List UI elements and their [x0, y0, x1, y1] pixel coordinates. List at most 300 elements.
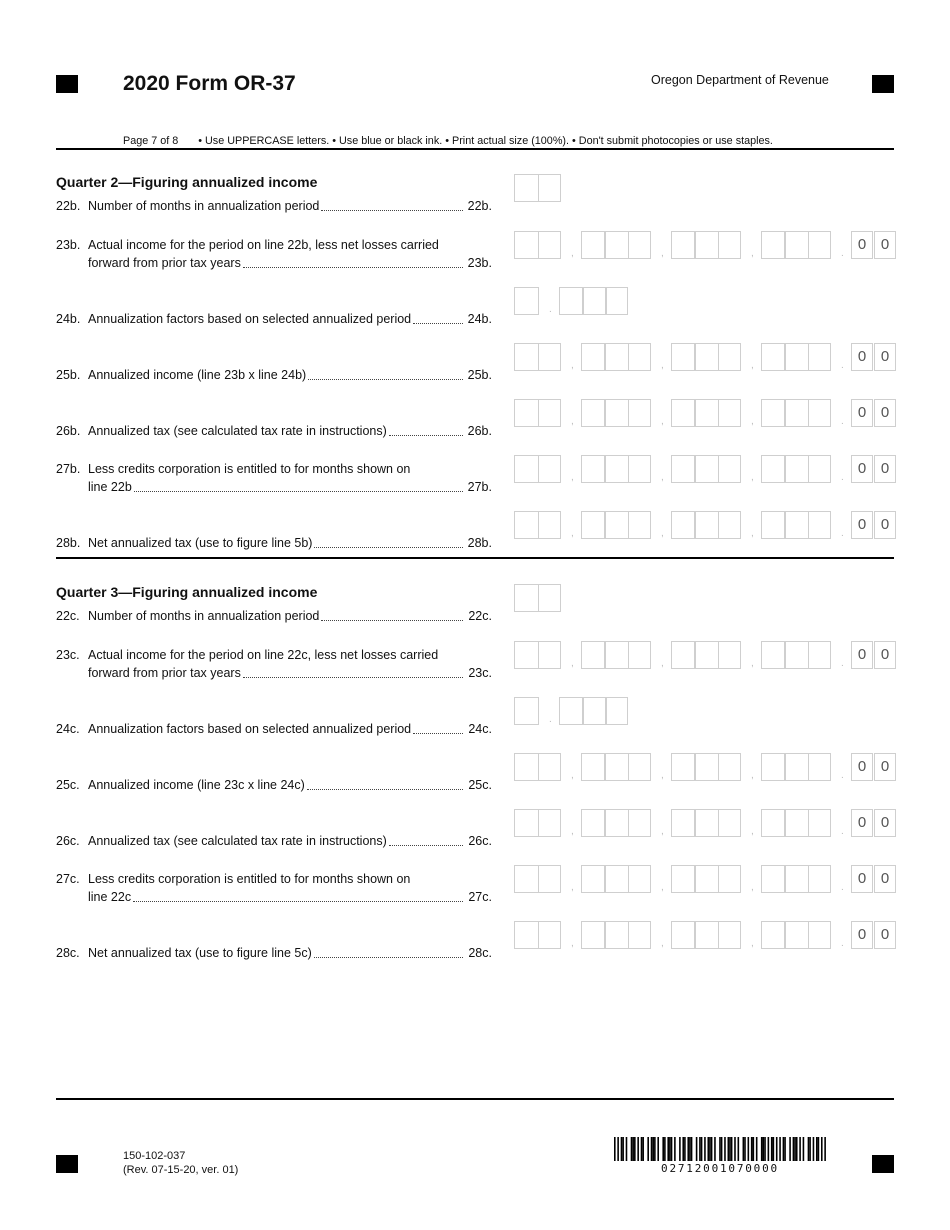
- cents-box[interactable]: 0: [874, 343, 896, 371]
- barcode-bar: [674, 1137, 676, 1161]
- barcode-bar: [751, 1137, 753, 1161]
- thousands-separator: ,: [571, 658, 574, 669]
- amount-hundred-thousands-group-input[interactable]: [581, 231, 651, 259]
- amount-thousands-group-input[interactable]: [671, 921, 741, 949]
- barcode-bar: [796, 1137, 798, 1161]
- box-cell-divider: [538, 866, 540, 892]
- cents-box[interactable]: 0: [874, 641, 896, 669]
- months-input[interactable]: [514, 584, 561, 612]
- form-revision: (Rev. 07-15-20, ver. 01): [123, 1163, 239, 1176]
- dot-leader: [389, 832, 463, 846]
- barcode-bar: [684, 1137, 686, 1161]
- thousands-separator: ,: [571, 416, 574, 427]
- thousands-separator: ,: [571, 248, 574, 259]
- box-cell-divider: [718, 456, 720, 482]
- amount-thousands-group-input[interactable]: [671, 641, 741, 669]
- box-cell-divider: [604, 810, 606, 836]
- line-number: 24b.: [56, 312, 81, 326]
- barcode-bar: [652, 1137, 654, 1161]
- barcode-bar: [641, 1137, 643, 1161]
- thousands-separator: ,: [751, 248, 754, 259]
- line-label: 23b.: [467, 256, 492, 270]
- form-number-block: [123, 1150, 238, 1177]
- dot-leader: [134, 478, 463, 492]
- box-cell-divider: [718, 810, 720, 836]
- barcode-bar: [622, 1137, 624, 1161]
- barcode-bar: [818, 1137, 820, 1161]
- line-label: 22b.: [467, 199, 492, 213]
- box-cell-divider: [784, 922, 786, 948]
- box-cell-divider: [628, 754, 630, 780]
- barcode-bar: [637, 1137, 639, 1161]
- barcode-bar: [763, 1137, 765, 1161]
- box-cell-divider: [718, 400, 720, 426]
- department-name: Oregon Department of Revenue: [651, 73, 829, 87]
- amount-hundred-thousands-group-input[interactable]: [581, 921, 651, 949]
- amount-millions-group-input[interactable]: [514, 399, 561, 427]
- barcode-bar: [704, 1137, 706, 1161]
- months-input[interactable]: [514, 174, 561, 202]
- box-cell-divider: [628, 456, 630, 482]
- thousands-separator: ,: [571, 882, 574, 893]
- box-cell-divider: [784, 754, 786, 780]
- box-cell-divider: [605, 698, 607, 724]
- barcode-bar: [711, 1137, 713, 1161]
- box-cell-divider: [808, 456, 810, 482]
- box-cell-divider: [718, 512, 720, 538]
- barcode-bar: [793, 1137, 795, 1161]
- thousands-separator: ,: [751, 826, 754, 837]
- amount-thousands-group-input[interactable]: [671, 343, 741, 371]
- cents-box[interactable]: 0: [874, 511, 896, 539]
- amount-hundreds-group-input[interactable]: [761, 641, 831, 669]
- line-description: Less credits corporation is entitled to for months shown on: [88, 872, 411, 886]
- registration-mark-bottom-right: [872, 1155, 894, 1173]
- box-cell-divider: [628, 642, 630, 668]
- amount-hundred-thousands-group-input[interactable]: [581, 511, 651, 539]
- barcode-bar: [753, 1137, 755, 1161]
- barcode-bar: [662, 1137, 664, 1161]
- cents-box[interactable]: 0: [874, 865, 896, 893]
- line-label: 23c.: [468, 666, 492, 680]
- box-cell-divider: [604, 400, 606, 426]
- barcode-bar: [764, 1137, 766, 1161]
- amount-millions-group-input[interactable]: [514, 809, 561, 837]
- barcode-bar: [728, 1137, 730, 1161]
- thousands-separator: ,: [751, 658, 754, 669]
- amount-hundred-thousands-group-input[interactable]: [581, 343, 651, 371]
- thousands-separator: ,: [751, 938, 754, 949]
- form-line-24b: [56, 310, 493, 328]
- cents-box[interactable]: 0: [851, 809, 873, 837]
- line-label: 26b.: [467, 424, 492, 438]
- box-cell-divider: [694, 642, 696, 668]
- amount-thousands-group-input[interactable]: [671, 865, 741, 893]
- line-description: forward from prior tax years: [88, 256, 241, 270]
- line-number: 25c.: [56, 778, 80, 792]
- factor-decimal-input[interactable]: [559, 697, 628, 725]
- form-line-25c: [56, 776, 493, 794]
- box-cell-divider: [538, 512, 540, 538]
- barcode-bar: [657, 1137, 659, 1161]
- amount-millions-group-input[interactable]: [514, 921, 561, 949]
- barcode-bar: [707, 1137, 709, 1161]
- cents-box[interactable]: 0: [851, 231, 873, 259]
- barcode-bar: [617, 1137, 619, 1161]
- barcode-bar: [664, 1137, 666, 1161]
- amount-hundreds-group-input[interactable]: [761, 455, 831, 483]
- dot-leader: [307, 776, 463, 790]
- barcode-bar: [682, 1137, 684, 1161]
- box-cell-divider: [784, 400, 786, 426]
- cents-box[interactable]: 0: [874, 231, 896, 259]
- amount-millions-group-input[interactable]: [514, 231, 561, 259]
- cents-box[interactable]: 0: [851, 865, 873, 893]
- cents-box[interactable]: 0: [874, 399, 896, 427]
- form-line-24c: [56, 720, 493, 738]
- decimal-point: .: [841, 416, 844, 427]
- line-number: 22c.: [56, 609, 80, 623]
- thousands-separator: ,: [661, 658, 664, 669]
- amount-millions-group-input[interactable]: [514, 511, 561, 539]
- decimal-point: .: [549, 714, 552, 725]
- line-description: Annualized tax (see calculated tax rate in instructions): [88, 834, 387, 848]
- dot-leader: [413, 310, 463, 324]
- form-line-23b: [56, 236, 493, 272]
- amount-hundred-thousands-group-input[interactable]: [581, 865, 651, 893]
- form-line-27b: [56, 460, 493, 496]
- box-cell-divider: [604, 922, 606, 948]
- line-description: Net annualized tax (use to figure line 5b): [88, 536, 313, 550]
- amount-hundreds-group-input[interactable]: [761, 511, 831, 539]
- dot-leader: [321, 607, 463, 621]
- barcode-bar: [768, 1137, 770, 1161]
- dot-leader: [321, 197, 463, 211]
- footer-rule: [56, 1098, 894, 1100]
- cents-box[interactable]: 0: [851, 753, 873, 781]
- barcode-bar: [738, 1137, 740, 1161]
- box-cell-divider: [538, 400, 540, 426]
- barcode-bar: [799, 1137, 801, 1161]
- box-cell-divider: [718, 866, 720, 892]
- amount-thousands-group-input[interactable]: [671, 753, 741, 781]
- barcode-bar: [654, 1137, 656, 1161]
- form-line-26b: [56, 422, 493, 440]
- box-cell-divider: [808, 810, 810, 836]
- cents-box[interactable]: 0: [851, 641, 873, 669]
- line-description: line 22c: [88, 890, 132, 904]
- box-cell-divider: [808, 512, 810, 538]
- amount-hundreds-group-input[interactable]: [761, 231, 831, 259]
- barcode-bar: [783, 1137, 785, 1161]
- dot-leader: [389, 422, 463, 436]
- registration-mark-bottom-left: [56, 1155, 78, 1173]
- cents-box[interactable]: 0: [851, 399, 873, 427]
- form-line-22c: [56, 607, 493, 625]
- line-label: 27c.: [468, 890, 492, 904]
- line-description: Annualized income (line 23b x line 24b): [88, 368, 307, 382]
- box-cell-divider: [628, 344, 630, 370]
- box-cell-divider: [538, 754, 540, 780]
- amount-hundred-thousands-group-input[interactable]: [581, 641, 651, 669]
- box-cell-divider: [808, 866, 810, 892]
- thousands-separator: ,: [571, 826, 574, 837]
- barcode-bar: [714, 1137, 716, 1161]
- line-description: Annualization factors based on selected annualized period: [88, 312, 412, 326]
- amount-thousands-group-input[interactable]: [671, 399, 741, 427]
- dot-leader: [133, 888, 463, 902]
- amount-hundreds-group-input[interactable]: [761, 809, 831, 837]
- box-cell-divider: [718, 232, 720, 258]
- cents-box[interactable]: 0: [851, 511, 873, 539]
- box-cell-divider: [808, 754, 810, 780]
- dot-leader: [314, 944, 463, 958]
- barcode-bar: [813, 1137, 815, 1161]
- box-cell-divider: [538, 585, 540, 611]
- amount-millions-group-input[interactable]: [514, 865, 561, 893]
- box-cell-divider: [582, 288, 584, 314]
- barcode-bar: [743, 1137, 745, 1161]
- barcode-bar: [729, 1137, 731, 1161]
- barcode-bar: [821, 1137, 823, 1161]
- line-description: Annualized tax (see calculated tax rate in instructions): [88, 424, 387, 438]
- form-line-25b: [56, 366, 493, 384]
- line-label: 28b.: [467, 536, 492, 550]
- box-cell-divider: [718, 754, 720, 780]
- box-cell-divider: [604, 456, 606, 482]
- box-cell-divider: [538, 456, 540, 482]
- box-cell-divider: [604, 754, 606, 780]
- cents-box[interactable]: 0: [874, 455, 896, 483]
- cents-box[interactable]: 0: [874, 809, 896, 837]
- thousands-separator: ,: [751, 472, 754, 483]
- barcode-bar: [776, 1137, 778, 1161]
- barcode-bar: [719, 1137, 721, 1161]
- amount-thousands-group-input[interactable]: [671, 231, 741, 259]
- box-cell-divider: [808, 232, 810, 258]
- dot-leader: [243, 664, 463, 678]
- line-number: 22b.: [56, 199, 81, 213]
- box-cell-divider: [604, 232, 606, 258]
- barcode-bar: [773, 1137, 775, 1161]
- box-cell-divider: [628, 400, 630, 426]
- line-label: 24c.: [468, 722, 492, 736]
- page-info: [123, 135, 773, 147]
- barcode-bar: [709, 1137, 711, 1161]
- cents-box[interactable]: 0: [851, 455, 873, 483]
- box-cell-divider: [694, 232, 696, 258]
- dot-leader: [314, 534, 463, 548]
- box-cell-divider: [582, 698, 584, 724]
- barcode-bar: [679, 1137, 681, 1161]
- barcode-bar: [642, 1137, 644, 1161]
- thousands-separator: ,: [661, 826, 664, 837]
- box-cell-divider: [808, 642, 810, 668]
- amount-hundred-thousands-group-input[interactable]: [581, 399, 651, 427]
- cents-box[interactable]: 0: [874, 753, 896, 781]
- barcode-bar: [687, 1137, 689, 1161]
- line-description: Number of months in annualization period: [88, 199, 320, 213]
- line-label: 22c.: [468, 609, 492, 623]
- factor-decimal-input[interactable]: [559, 287, 628, 315]
- box-cell-divider: [808, 922, 810, 948]
- cents-box[interactable]: 0: [851, 921, 873, 949]
- barcode-bar: [756, 1137, 758, 1161]
- line-description: Net annualized tax (use to figure line 5c): [88, 946, 312, 960]
- decimal-point: .: [841, 528, 844, 539]
- amount-millions-group-input[interactable]: [514, 455, 561, 483]
- line-description: Actual income for the period on line 22c, less net losses carried: [88, 648, 439, 662]
- barcode-bar: [647, 1137, 649, 1161]
- decimal-point: .: [841, 882, 844, 893]
- dot-leader: [308, 366, 463, 380]
- thousands-separator: ,: [661, 528, 664, 539]
- amount-hundreds-group-input[interactable]: [761, 865, 831, 893]
- amount-millions-group-input[interactable]: [514, 343, 561, 371]
- decimal-point: .: [841, 658, 844, 669]
- box-cell-divider: [808, 344, 810, 370]
- line-number: 28c.: [56, 946, 80, 960]
- box-cell-divider: [694, 344, 696, 370]
- form-line-22b: [56, 197, 493, 215]
- cents-box[interactable]: 0: [851, 343, 873, 371]
- thousands-separator: ,: [751, 416, 754, 427]
- line-number: 25b.: [56, 368, 81, 382]
- box-cell-divider: [694, 922, 696, 948]
- form-line-26c: [56, 832, 493, 850]
- amount-hundred-thousands-group-input[interactable]: [581, 753, 651, 781]
- box-cell-divider: [718, 344, 720, 370]
- amount-hundreds-group-input[interactable]: [761, 343, 831, 371]
- line-label: 28c.: [468, 946, 492, 960]
- line-number: 28b.: [56, 536, 81, 550]
- barcode-bar: [631, 1137, 633, 1161]
- thousands-separator: ,: [571, 770, 574, 781]
- box-cell-divider: [808, 400, 810, 426]
- barcode-bar: [701, 1137, 703, 1161]
- line-label: 26c.: [468, 834, 492, 848]
- line-description: forward from prior tax years: [88, 666, 241, 680]
- decimal-point: .: [549, 304, 552, 315]
- line-number: 27c.: [56, 872, 80, 886]
- thousands-separator: ,: [661, 416, 664, 427]
- thousands-separator: ,: [661, 248, 664, 259]
- barcode-bar: [671, 1137, 673, 1161]
- line-label: 25b.: [467, 368, 492, 382]
- amount-thousands-group-input[interactable]: [671, 455, 741, 483]
- decimal-point: .: [841, 360, 844, 371]
- line-description: Actual income for the period on line 22b, less net losses carried: [88, 238, 439, 252]
- thousands-separator: ,: [751, 360, 754, 371]
- barcode-bar: [667, 1137, 669, 1161]
- box-cell-divider: [784, 456, 786, 482]
- barcode-number: 02712001070000: [661, 1162, 779, 1175]
- box-cell-divider: [604, 344, 606, 370]
- amount-thousands-group-input[interactable]: [671, 809, 741, 837]
- form-number: 150-102-037: [123, 1150, 186, 1162]
- thousands-separator: ,: [661, 770, 664, 781]
- barcode-bar: [816, 1137, 818, 1161]
- barcode-bar: [696, 1137, 698, 1161]
- thousands-separator: ,: [751, 770, 754, 781]
- form-line-27c: [56, 870, 493, 906]
- barcode-bar: [699, 1137, 701, 1161]
- box-cell-divider: [694, 810, 696, 836]
- barcode-bar: [621, 1137, 623, 1161]
- cents-box[interactable]: 0: [874, 921, 896, 949]
- thousands-separator: ,: [571, 360, 574, 371]
- box-cell-divider: [538, 175, 540, 201]
- barcode-bar: [824, 1137, 826, 1161]
- print-instructions: • Use UPPERCASE letters. • Use blue or black ink. • Print actual size (100%). • Don't submit photocopies or use staples.: [198, 135, 773, 147]
- barcode-image: [614, 1137, 826, 1161]
- box-cell-divider: [538, 232, 540, 258]
- barcode-bar: [794, 1137, 796, 1161]
- box-cell-divider: [784, 512, 786, 538]
- barcode-bar: [632, 1137, 634, 1161]
- barcode-bar: [748, 1137, 750, 1161]
- amount-millions-group-input[interactable]: [514, 753, 561, 781]
- line-description: Annualized income (line 23c x line 24c): [88, 778, 305, 792]
- decimal-point: .: [841, 770, 844, 781]
- line-label: 27b.: [467, 480, 492, 494]
- decimal-point: .: [841, 938, 844, 949]
- factor-whole-input[interactable]: [514, 697, 539, 725]
- barcode-bar: [724, 1137, 726, 1161]
- line-description: Number of months in annualization period: [88, 609, 320, 623]
- form-line-28c: [56, 944, 493, 962]
- box-cell-divider: [718, 642, 720, 668]
- form-line-28b: [56, 534, 493, 552]
- thousands-separator: ,: [661, 882, 664, 893]
- thousands-separator: ,: [661, 472, 664, 483]
- factor-whole-input[interactable]: [514, 287, 539, 315]
- form-title: 2020 Form OR-37: [123, 72, 296, 95]
- barcode-bar: [634, 1137, 636, 1161]
- barcode-bar: [779, 1137, 781, 1161]
- box-cell-divider: [628, 232, 630, 258]
- amount-millions-group-input[interactable]: [514, 641, 561, 669]
- box-cell-divider: [538, 922, 540, 948]
- box-cell-divider: [694, 754, 696, 780]
- line-number: 23c.: [56, 648, 80, 662]
- header-rule: [56, 148, 894, 150]
- barcode-bar: [731, 1137, 733, 1161]
- section-divider: [56, 557, 894, 559]
- amount-thousands-group-input[interactable]: [671, 511, 741, 539]
- barcode-bar: [689, 1137, 691, 1161]
- thousands-separator: ,: [571, 528, 574, 539]
- line-label: 24b.: [467, 312, 492, 326]
- line-number: 26c.: [56, 834, 80, 848]
- page-number: Page 7 of 8: [123, 135, 179, 147]
- amount-hundred-thousands-group-input[interactable]: [581, 455, 651, 483]
- decimal-point: .: [841, 826, 844, 837]
- thousands-separator: ,: [571, 472, 574, 483]
- box-cell-divider: [604, 642, 606, 668]
- amount-hundreds-group-input[interactable]: [761, 921, 831, 949]
- quarter3-heading: Quarter 3—Figuring annualized income: [56, 584, 318, 600]
- amount-hundred-thousands-group-input[interactable]: [581, 809, 651, 837]
- line-number: 26b.: [56, 424, 81, 438]
- amount-hundreds-group-input[interactable]: [761, 399, 831, 427]
- barcode-bar: [771, 1137, 773, 1161]
- box-cell-divider: [628, 866, 630, 892]
- amount-hundreds-group-input[interactable]: [761, 753, 831, 781]
- barcode-bar: [669, 1137, 671, 1161]
- box-cell-divider: [784, 866, 786, 892]
- box-cell-divider: [538, 642, 540, 668]
